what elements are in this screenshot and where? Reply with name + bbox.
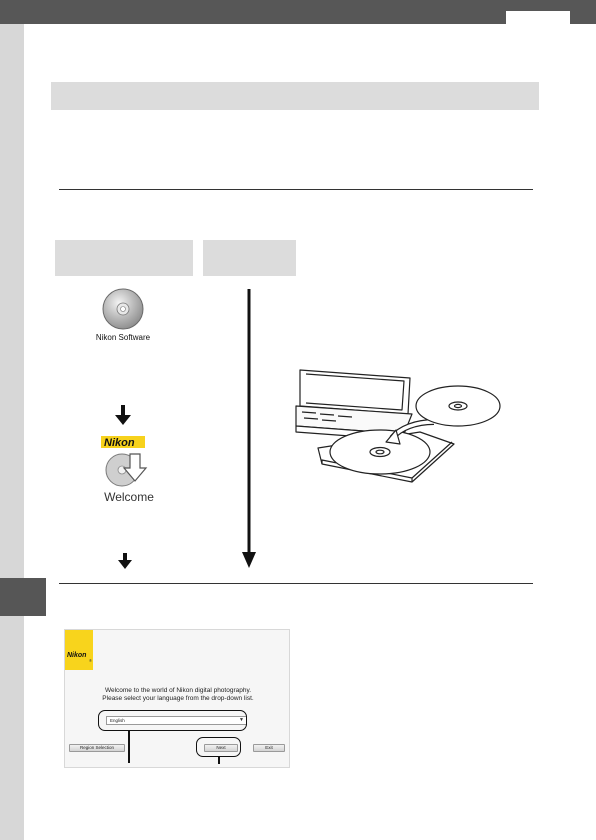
sidebar-strip xyxy=(0,24,24,840)
welcome-icon-label: Welcome xyxy=(104,490,154,504)
next-callout xyxy=(196,737,241,757)
long-down-arrow-icon xyxy=(241,289,257,568)
exit-button[interactable]: Exit xyxy=(253,744,285,752)
chevron-down-icon: ▼ xyxy=(239,717,244,723)
installer-message-line2: Please select your language from the drop-down list. xyxy=(102,695,254,702)
divider-bottom xyxy=(59,583,533,584)
section-heading-bar xyxy=(51,82,539,110)
language-callout xyxy=(98,710,247,731)
nikon-welcome-icon[interactable] xyxy=(98,434,154,490)
column-header-right xyxy=(203,240,296,276)
header-page-tab xyxy=(506,11,570,24)
registered-mark: ® xyxy=(89,658,92,663)
language-callout-leader xyxy=(128,731,130,763)
column-header-left xyxy=(55,240,193,276)
nikon-logo-text: Nikon xyxy=(67,652,87,659)
nikon-software-disc-icon[interactable] xyxy=(98,287,148,331)
laptop-disc-drive-illustration xyxy=(292,364,524,488)
down-arrow-icon xyxy=(115,405,131,425)
sidebar-chapter-tab xyxy=(0,578,46,616)
welcome-icon-logo: Nikon xyxy=(104,437,135,449)
next-button[interactable]: Next xyxy=(204,744,238,752)
region-selection-button[interactable]: Region Selection xyxy=(69,744,125,752)
installer-message-line1: Welcome to the world of Nikon digital photography. xyxy=(104,687,252,694)
divider-top xyxy=(59,189,533,190)
down-arrow-icon xyxy=(118,553,132,569)
nikon-software-label: Nikon Software xyxy=(95,333,151,342)
installer-window xyxy=(64,629,290,768)
language-dropdown-value: English xyxy=(110,718,125,723)
next-callout-leader xyxy=(218,757,220,764)
nikon-logo xyxy=(65,630,93,670)
